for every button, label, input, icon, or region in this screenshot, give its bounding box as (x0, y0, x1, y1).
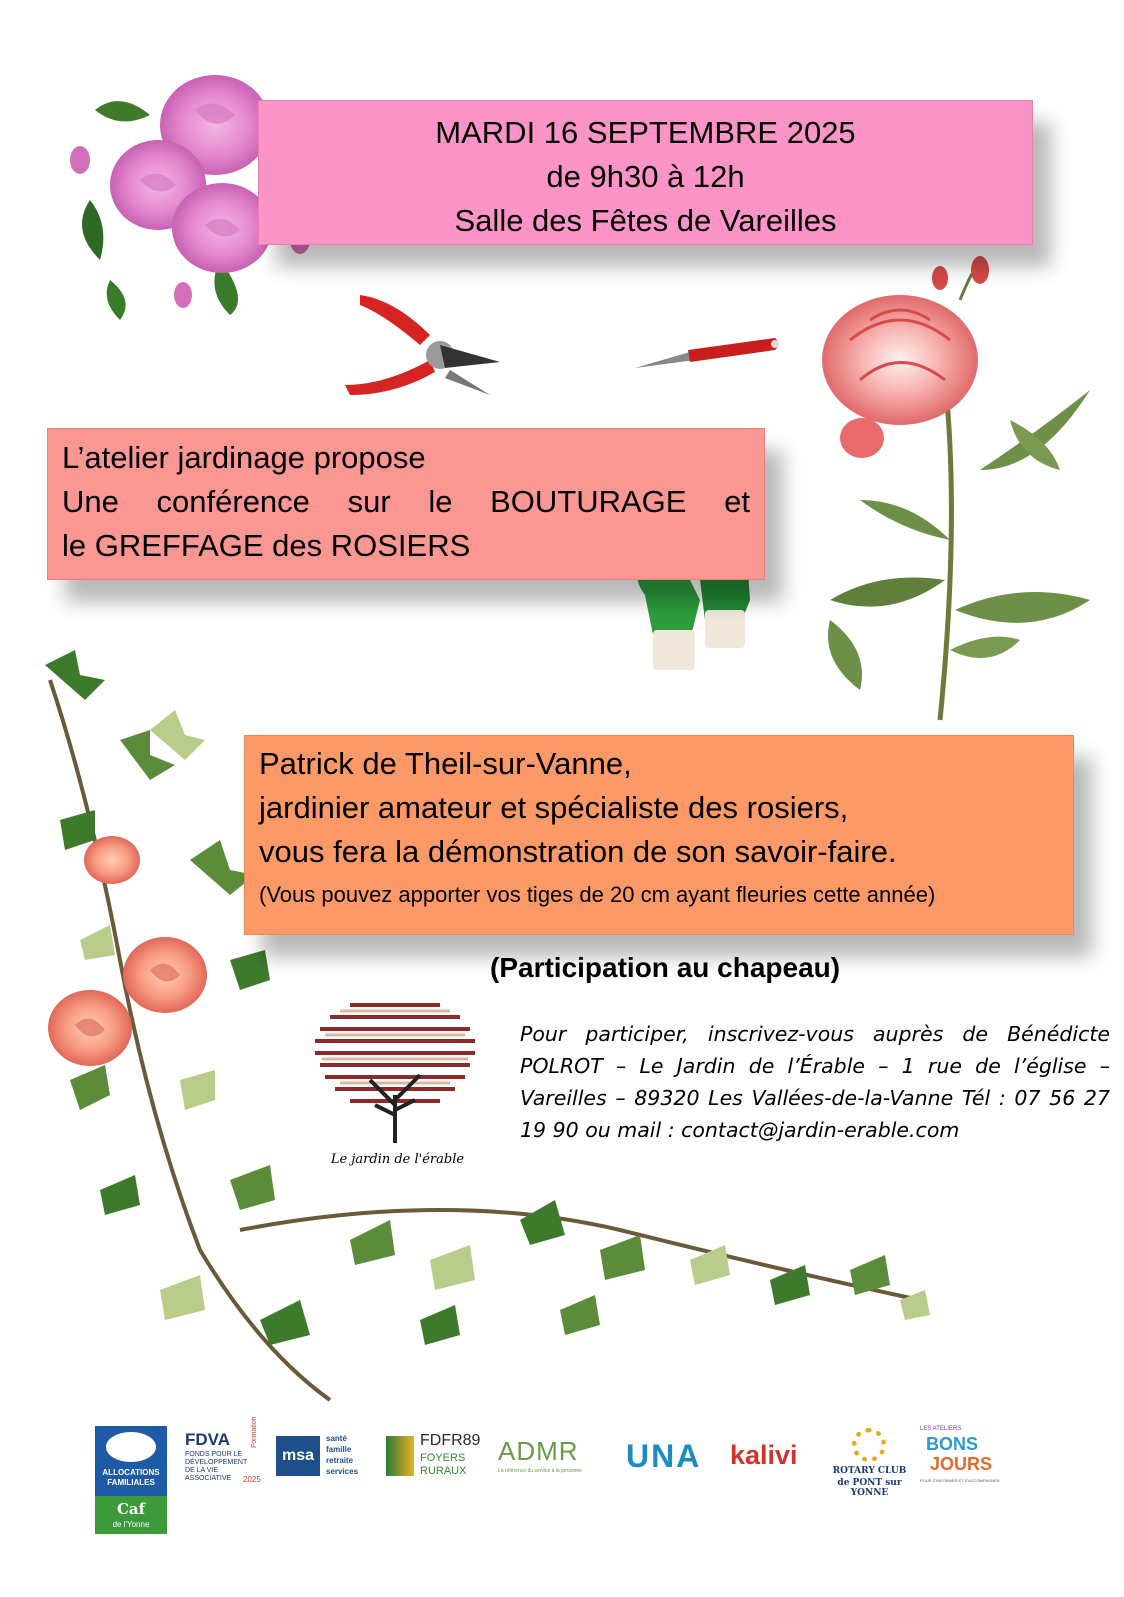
fdfr-l2: RURAUX (420, 1465, 467, 1477)
admr-logo (498, 1436, 593, 1481)
caf-line1: ALLOCATIONS (102, 1468, 160, 1477)
msa-mark: msa (276, 1436, 320, 1476)
maple-tree-icon (310, 985, 485, 1145)
sponsors-bar (0, 1416, 1124, 1550)
msa-l4: services (326, 1467, 359, 1476)
fdfr89-logo (386, 1432, 481, 1482)
jardin-erable-logo (310, 985, 485, 1170)
speaker-line-2: jardinier amateur et spécialiste des rosiers, (259, 790, 849, 825)
fdva-sub4: ASSOCIATIVE (185, 1475, 232, 1482)
bonsjours-title1: BONS (926, 1434, 979, 1454)
participation-text: (Participation au chapeau) (490, 952, 841, 983)
event-place: Salle des Fêtes de Vareilles (454, 203, 837, 238)
atelier-line-2: Une conférence sur le BOUTURAGE et (62, 484, 750, 519)
organizer-logo-caption: Le jardin de l'érable (330, 1152, 465, 1167)
fdfr89-icon (386, 1436, 414, 1476)
striped-rose-illustration (822, 256, 1090, 720)
admr-tagline: La référence du service à la personne (498, 1468, 582, 1474)
pruning-shears-illustration (345, 295, 500, 395)
contact-phone-mail: Tél : 07 56 27 19 90 ou mail : contact@jardin-erable.com (520, 1086, 1111, 1142)
rotary-wheel-icon (852, 1428, 886, 1462)
conference-topic-box (47, 428, 765, 580)
contact-text: Pour participer, inscrivez-vous auprès de Bénédicte POLROT – Le Jardin de l’Érable – 1 rue de l’église – Vareilles – 89320 Les Vallées-de-la-Vanne (520, 1022, 1110, 1110)
msa-l1: santé (326, 1434, 347, 1443)
contact-info (520, 1018, 1110, 1146)
speaker-line-1: Patrick de Theil-sur-Vanne, (259, 746, 632, 781)
fdfr-title: FDFR89 (420, 1432, 481, 1449)
speaker-box (244, 735, 1074, 935)
caf-line2: FAMILIALES (107, 1478, 155, 1487)
fdfr-l1: FOYERS (420, 1452, 466, 1464)
fdva-side: Formation (251, 1416, 258, 1448)
bonsjours-top: LES ATELIERS (920, 1426, 962, 1432)
kalivi-title: kalivi (730, 1440, 798, 1470)
bons-jours-logo (920, 1426, 1005, 1496)
bonsjours-sub: POUR S'INFORMER ET S'ACCOMPAGNER (920, 1478, 1000, 1483)
caf-line3: Caf (116, 1500, 146, 1518)
una-logo (626, 1438, 711, 1473)
bonsjours-title2: JOURS (930, 1454, 993, 1474)
event-time: de 9h30 à 12h (546, 159, 745, 194)
rotary-logo (822, 1428, 917, 1498)
admr-title: ADMR (498, 1436, 579, 1466)
fdva-title: FDVA (185, 1430, 231, 1449)
una-title: UNA (626, 1438, 702, 1474)
speaker-line-3: vous fera la démonstration de son savoir-faire. (259, 834, 897, 869)
fdva-sub1: FONDS POUR LE (185, 1451, 243, 1458)
caf-icon (106, 1432, 156, 1462)
fdva-sub3: DE LA VIE (185, 1467, 219, 1474)
fdva-sub2: DÉVELOPPEMENT (185, 1459, 248, 1466)
caf-line4: de l'Yonne (112, 1520, 150, 1529)
speaker-note: (Vous pouvez apporter vos tiges de 20 cm ayant fleuries cette année) (259, 882, 936, 907)
event-date: MARDI 16 SEPTEMBRE 2025 (435, 115, 856, 150)
msa-l3: retraite (326, 1456, 354, 1465)
fdva-year: 2025 (243, 1475, 261, 1484)
fdva-logo (185, 1416, 275, 1490)
caf-logo (95, 1426, 167, 1534)
kalivi-logo (730, 1440, 820, 1475)
rotary-l1: ROTARY CLUB (832, 1466, 907, 1476)
grafting-knife-illustration (635, 338, 779, 368)
rotary-l2: de PONT sur YONNE (837, 1478, 902, 1498)
salmon-roses-illustration (48, 836, 207, 1066)
atelier-line-1: L’atelier jardinage propose (62, 440, 426, 475)
msa-l2: famille (326, 1445, 352, 1454)
msa-logo (276, 1432, 371, 1482)
event-date-box (258, 100, 1033, 245)
atelier-line-3: le GREFFAGE des ROSIERS (62, 528, 471, 563)
